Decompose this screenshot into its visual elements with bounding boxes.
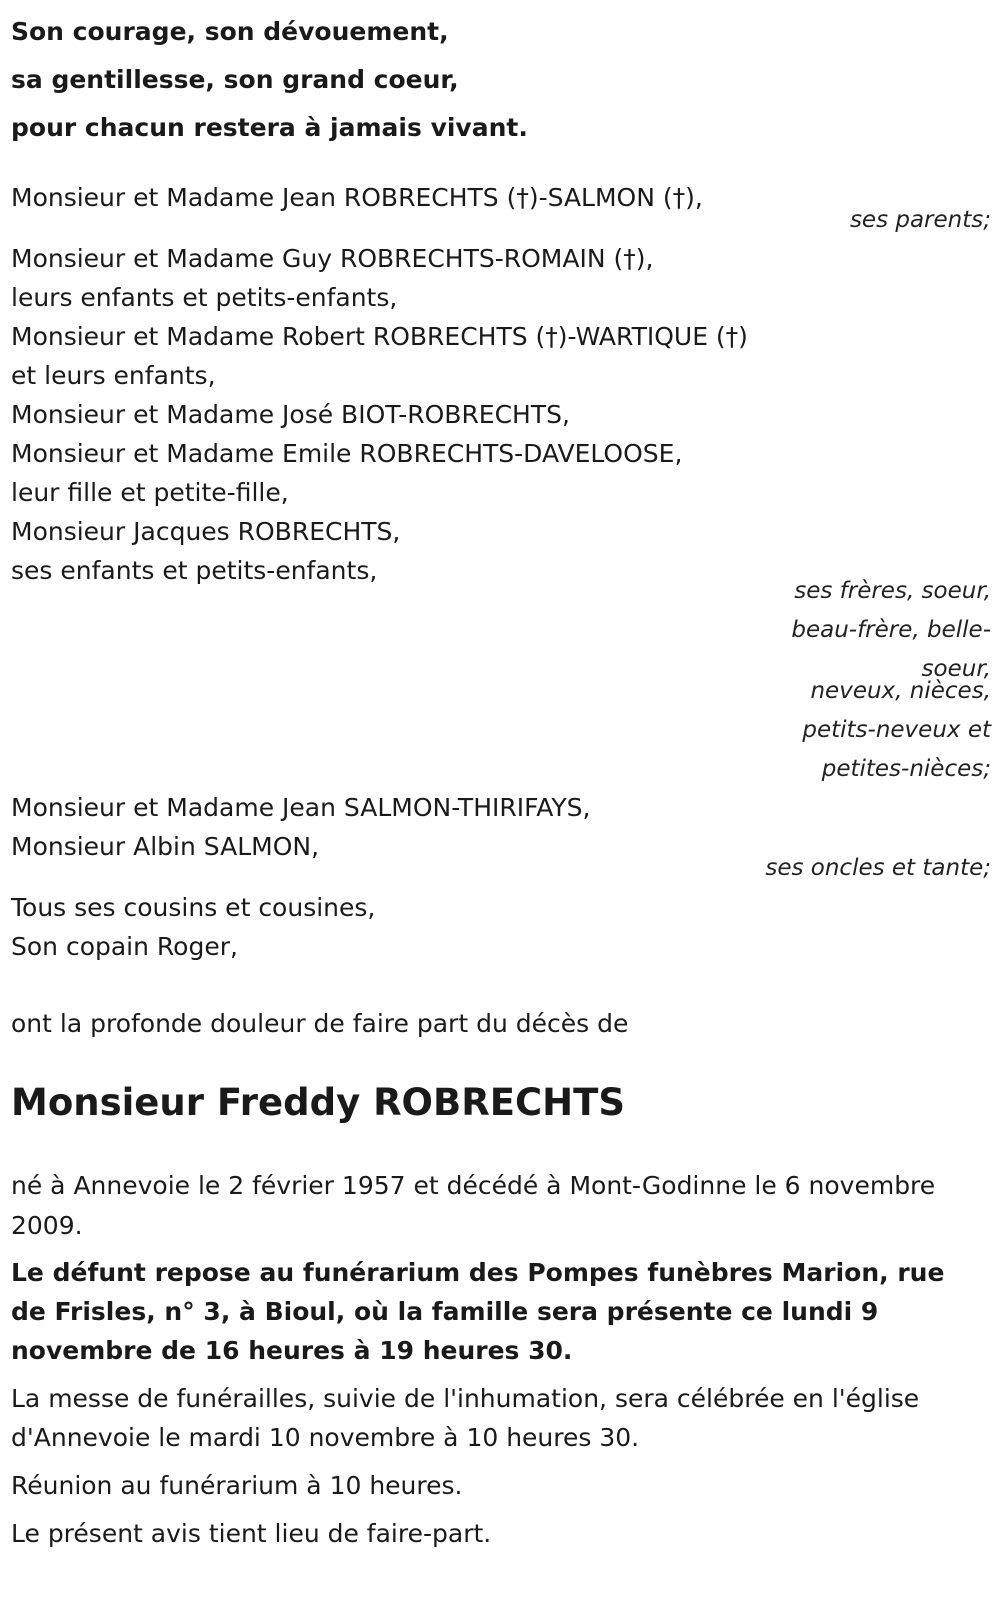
mass-paragraph: La messe de funérailles, suivie de l'inhumation, sera célébrée en l'église d'Annevoie le mardi 10 novembre à 10 heures 30. (11, 1384, 920, 1452)
family-line: Monsieur Jacques ROBRECHTS, (11, 517, 401, 546)
relation-line: petits-neveux et (802, 717, 991, 743)
others-group (11, 888, 375, 966)
meeting-paragraph: Réunion au funérarium à 10 heures. (11, 1471, 463, 1500)
family-line: et leurs enfants, (11, 361, 216, 390)
family-line: leurs enfants et petits-enfants, (11, 283, 398, 312)
family-line: leur fille et petite-fille, (11, 478, 289, 507)
birth-death-paragraph: né à Annevoie le 2 février 1957 et décédé à Mont-Godinne le 6 novembre 2009. (11, 1171, 936, 1240)
uncles-relation: ses oncles et tante; (765, 855, 991, 881)
relation-line: petites-nièces; (821, 756, 991, 782)
intro-quote-line: pour chacun restera à jamais vivant. (11, 113, 528, 142)
family-line: Son copain Roger, (11, 932, 238, 961)
family-line: Monsieur Albin SALMON, (11, 832, 320, 861)
family-line: Monsieur et Madame Robert ROBRECHTS (†)-WARTIQUE (†) (11, 322, 748, 351)
intro-quote-line: sa gentillesse, son grand coeur, (11, 65, 459, 94)
relation-line: beau-frère, belle- (791, 617, 991, 643)
family-line: Monsieur et Madame Guy ROBRECHTS-ROMAIN (†), (11, 244, 654, 273)
relation-line: soeur, (921, 656, 991, 682)
family-line: ses enfants et petits-enfants, (11, 556, 378, 585)
uncles-group (11, 788, 590, 866)
siblings-relation-b (802, 672, 991, 789)
announcement (11, 1004, 628, 1044)
intro-quote-line: Son courage, son dévouement, (11, 17, 449, 46)
intro-quote (11, 8, 528, 152)
family-line: Monsieur et Madame José BIOT-ROBRECHTS, (11, 400, 570, 429)
relation-line: ses frères, soeur, (794, 578, 991, 604)
family-line: Monsieur et Madame Emile ROBRECHTS-DAVELOOSE, (11, 439, 683, 468)
viewing-paragraph: Le défunt repose au funérarium des Pompes funèbres Marion, rue de Frisles, n° 3, à Bioul, où la famille sera présente ce lundi 9 novembre de 16 heures à 19 heures 30. (11, 1258, 945, 1365)
relation-line: neveux, nièces, (810, 678, 991, 704)
parents-relation: ses parents; (849, 207, 991, 233)
siblings-group (11, 239, 748, 590)
family-line: Monsieur et Madame Jean SALMON-THIRIFAYS, (11, 793, 591, 822)
announcement-text: ont la profonde douleur de faire part du décès de (11, 1009, 629, 1038)
parents-group (11, 178, 703, 217)
family-line: Monsieur et Madame Jean ROBRECHTS (†)-SALMON (†), (11, 183, 703, 212)
notice-paragraph: Le présent avis tient lieu de faire-part. (11, 1519, 492, 1548)
deceased-name: Monsieur Freddy ROBRECHTS (11, 1081, 625, 1124)
family-line: Tous ses cousins et cousines, (11, 893, 376, 922)
